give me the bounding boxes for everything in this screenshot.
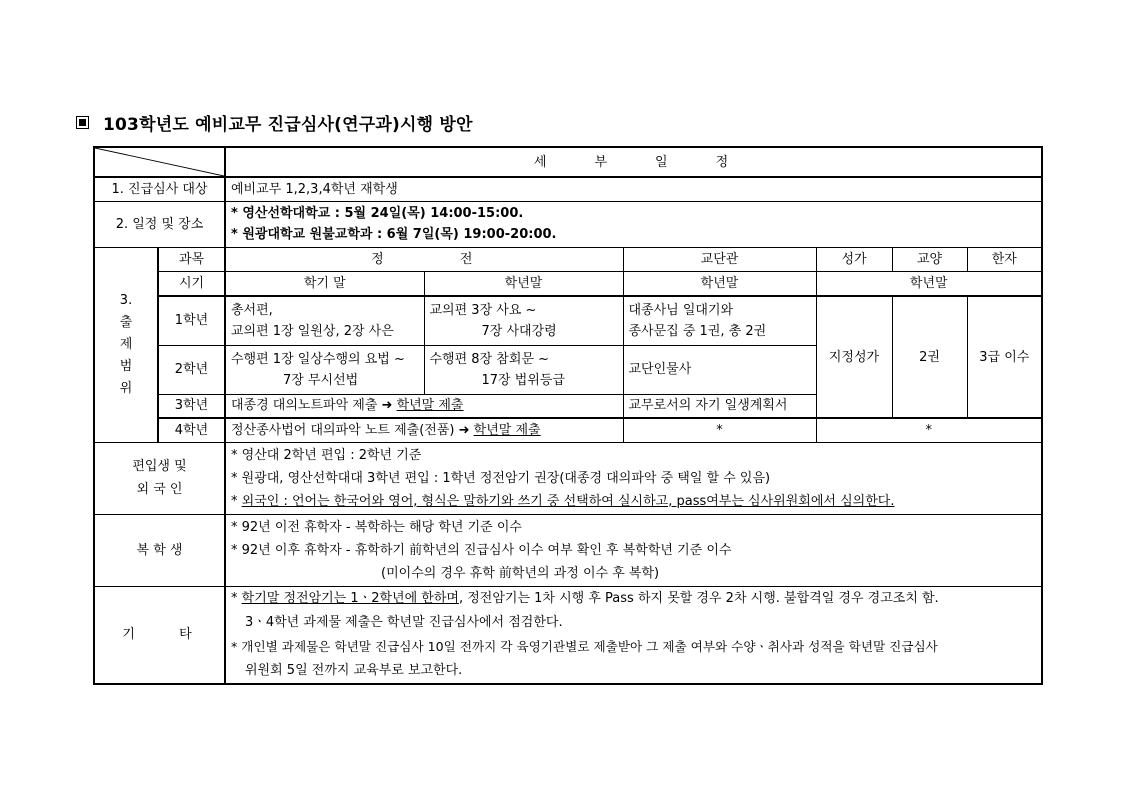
gyoyang-value: 2권 — [892, 296, 967, 418]
year3-label: 3학년 — [158, 394, 225, 418]
y2-a-line1: 수행편 1장 일상수행의 요법 ~ — [231, 351, 405, 367]
year4-row — [94, 418, 1042, 442]
place-row — [94, 201, 1042, 247]
year4-jeongjeon — [225, 418, 623, 442]
etc-line-3: * 개인별 과제물은 학년말 진급심사 10일 전까지 각 육영기관별로 제출받아 그 제출 여부와 수양ㆍ취사과 성적을 학년말 진급심사 — [231, 638, 938, 654]
year1-jeongjeon-b — [424, 296, 623, 345]
y1-c-line2: 종사문집 중 1권, 총 2권 — [628, 323, 767, 339]
returning-label: 복 학 생 — [94, 514, 225, 586]
etc-line-1-underlined: 학기말 정전암기는 1ㆍ2학년에 한하며 — [241, 590, 459, 606]
returning-line-2: * 92년 이후 휴학자 - 휴학하기 前학년의 진급심사 이수 여부 확인 후 복학학년 기준 이수 — [231, 542, 732, 558]
y1-a-line2: 교의편 1장 일원상, 2장 사은 — [231, 323, 394, 339]
transfer-line-1: * 영산대 2학년 편입 : 2학년 기준 — [231, 447, 422, 463]
transfer-line-3-text: 외국인 : 언어는 한국어와 영어, 형식은 말하기와 쓰기 중 선택하여 실시하고, pass여부는 심사위원회에서 심의한다. — [241, 493, 895, 509]
etc-label: 기 타 — [94, 586, 225, 684]
transfer-line-2: * 원광대, 영산선학대대 3학년 편입 : 1학년 정전암기 권장(대종경 대의파악 중 택일 할 수 있음) — [231, 470, 771, 486]
transfer-label-1: 편입생 및 — [132, 459, 187, 474]
year4-gyodan: * — [623, 418, 816, 442]
transfer-label — [94, 442, 225, 514]
etc-line-1: * 학기말 정전암기는 1ㆍ2학년에 한하며, 정전암기는 1차 시행 후 Pass 하지 못할 경우 2차 시행. 불합격일 경우 경고조치 함. — [231, 590, 939, 606]
y3-a-underlined: 학년말 제출 — [396, 398, 464, 414]
target-label: 1. 진급심사 대상 — [94, 177, 225, 201]
scope-label — [94, 247, 158, 442]
etc-line-1-text: , 정전암기는 1차 시행 후 Pass 하지 못할 경우 2차 시행. 불합격일 경우 경고조치 함. — [458, 590, 939, 606]
period-year-end-3: 학년말 — [816, 271, 1042, 296]
period-year-end-2: 학년말 — [623, 271, 816, 296]
scope-label-2: 출 — [119, 314, 133, 330]
scope-subject-row — [94, 247, 1042, 271]
year1-jeongjeon-a — [225, 296, 424, 345]
transfer-content — [225, 442, 1042, 514]
header-row — [94, 147, 1042, 177]
schedule-header: 세부일정 — [225, 147, 1042, 177]
place-value — [225, 201, 1042, 247]
year2-jeongjeon-b — [424, 345, 623, 394]
y4-a-underlined: 학년말 제출 — [473, 422, 541, 438]
square-bullet-icon — [76, 116, 89, 129]
y1-b-line1: 교의편 3장 사요 ~ — [429, 302, 537, 318]
etc-line-4: 위원회 5일 전까지 교육부로 보고한다. — [245, 662, 463, 678]
returning-line-3: (미이수의 경우 휴학 前학년의 과정 이수 후 복학) — [381, 565, 660, 581]
transfer-line-3: * 외국인 : 언어는 한국어와 영어, 형식은 말하기와 쓰기 중 선택하여 실시하고, pass여부는 심사위원회에서 심의한다. — [231, 493, 895, 509]
year1-row — [94, 296, 1042, 345]
diagonal-line — [95, 148, 224, 176]
scope-label-4: 범 — [119, 358, 133, 374]
target-value: 예비교무 1,2,3,4학년 재학생 — [225, 177, 1042, 201]
y1-a-line1: 총서편, — [231, 302, 273, 318]
y2-a-line2: 7장 무시선법 — [283, 372, 359, 388]
y1-c-line1: 대종사님 일대기와 — [628, 302, 734, 318]
year2-gyodan: 교단인물사 — [623, 345, 816, 394]
hanja-header: 한자 — [967, 247, 1042, 271]
returning-row — [94, 514, 1042, 586]
page-title-text: 103학년도 예비교무 진급심사(연구과)시행 방안 — [103, 115, 473, 135]
seongga-value: 지정성가 — [816, 296, 892, 418]
gyodan-header: 교단관 — [623, 247, 816, 271]
year1-label: 1학년 — [158, 296, 225, 345]
place-line-2: * 원광대학교 원불교학과 : 6월 7일(목) 19:00-20:00. — [231, 227, 557, 242]
year4-other: * — [816, 418, 1042, 442]
y1-b-line2: 7장 사대강령 — [481, 323, 557, 339]
scope-label-3: 제 — [119, 336, 133, 352]
subject-header: 과목 — [158, 247, 225, 271]
target-row — [94, 177, 1042, 201]
place-line-1: * 영산선학대학교 : 5월 24일(목) 14:00-15:00. — [231, 206, 524, 221]
jeongjeon-header: 정 전 — [225, 247, 623, 271]
diagonal-corner-cell — [94, 147, 225, 177]
seongga-header: 성가 — [816, 247, 892, 271]
y3-a-text: 대종경 대의노트파악 제출 ➜ — [231, 398, 397, 414]
year3-jeongjeon — [225, 394, 623, 418]
hanja-value: 3급 이수 — [967, 296, 1042, 418]
scope-label-1: 3. — [119, 292, 133, 308]
transfer-row — [94, 442, 1042, 514]
y2-b-line2: 17장 법위등급 — [481, 372, 565, 388]
page-title — [76, 110, 473, 135]
period-header: 시기 — [158, 271, 225, 296]
year1-gyodan — [623, 296, 816, 345]
etc-row — [94, 586, 1042, 684]
y4-a-text: 정산종사법어 대의파악 노트 제출(전품) ➜ — [231, 422, 474, 438]
etc-line-2: 3ㆍ4학년 과제물 제출은 학년말 진급심사에서 점검한다. — [245, 614, 563, 630]
returning-content — [225, 514, 1042, 586]
etc-content — [225, 586, 1042, 684]
transfer-label-2: 외 국 인 — [136, 482, 183, 497]
period-term-end: 학기 말 — [225, 271, 424, 296]
year2-jeongjeon-a — [225, 345, 424, 394]
year2-label: 2학년 — [158, 345, 225, 394]
y2-b-line1: 수행편 8장 참회문 ~ — [429, 351, 549, 367]
place-label: 2. 일정 및 장소 — [94, 201, 225, 247]
returning-line-1: * 92년 이전 휴학자 - 복학하는 해당 학년 기준 이수 — [231, 519, 522, 535]
scope-period-row — [94, 271, 1042, 296]
scope-label-5: 위 — [119, 380, 133, 396]
period-year-end-1: 학년말 — [424, 271, 623, 296]
exam-plan-table — [93, 146, 1043, 685]
year4-label: 4학년 — [158, 418, 225, 442]
year3-gyodan: 교무로서의 자기 일생계획서 — [623, 394, 816, 418]
gyoyang-header: 교양 — [892, 247, 967, 271]
